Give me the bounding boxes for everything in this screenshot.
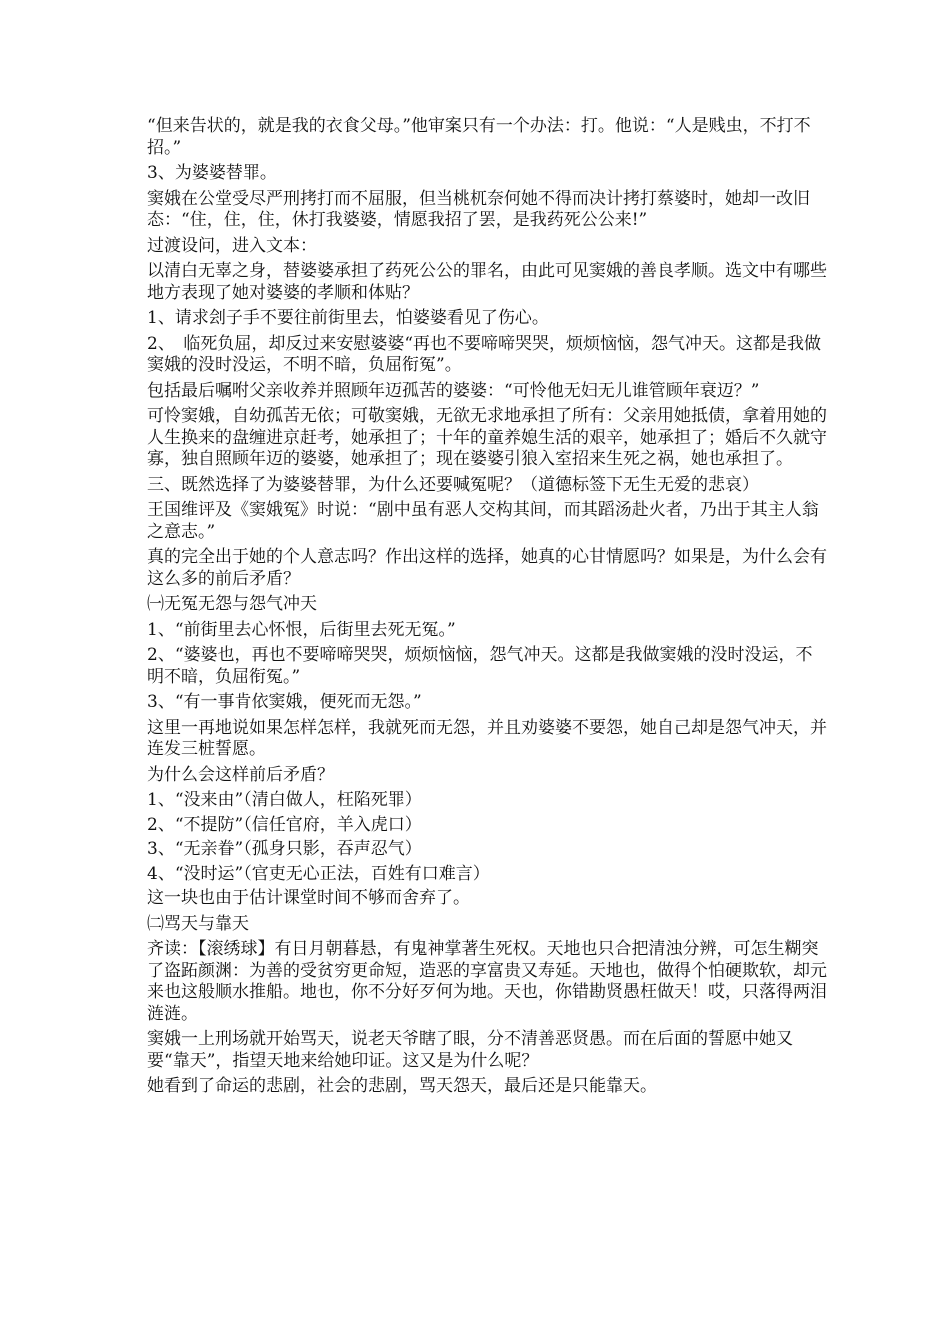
paragraph: “但来告状的，就是我的衣食父母。”他审案只有一个办法：打。他说：“人是贱虫，不打不招。” xyxy=(147,116,811,158)
document-body xyxy=(147,116,827,1102)
paragraph: 过渡设问，进入文本： xyxy=(147,235,317,256)
paragraph: 真的完全出于她的个人意志吗？作出这样的选择，她真的心甘情愿吗？如果是，为什么会有这么多的前后矛盾？ xyxy=(147,547,827,589)
paragraph: 这一块也由于估计课堂时间不够而舍弃了。 xyxy=(147,888,470,908)
section-heading: 三、既然选择了为婆婆替罪，为什么还要喊冤呢？（道德标签下无生无爱的悲哀） xyxy=(147,474,759,495)
paragraph: 1、请求刽子手不要往前街里去，怕婆婆看见了伤心。 xyxy=(147,308,549,328)
paragraph: 为什么会这样前后矛盾？ xyxy=(147,764,334,785)
paragraph: 3、为婆婆替罪。 xyxy=(147,163,277,183)
paragraph: 1、“前街里去心怀恨，后街里去死无冤。” xyxy=(147,619,456,640)
paragraph: 她看到了命运的悲剧，社会的悲剧，骂天怨天，最后还是只能靠天。 xyxy=(147,1076,657,1096)
list-item: 3、“无亲眷”（孤身只影，吞声忍气） xyxy=(147,839,422,859)
paragraph: 窦娥一上刑场就开始骂天，说老天爷瞎了眼，分不清善恶贤愚。而在后面的誓愿中她又要“靠天”，指望天地来给她印证。这又是为什么呢？ xyxy=(147,1029,793,1071)
paragraph: 可怜窦娥，自幼孤苦无依；可敬窦娥，无欲无求地承担了所有：父亲用她抵债，拿着用她的人生换来的盘缠进京赶考，她承担了；十年的童养媳生活的艰辛，她承担了；婚后不久就守寡，独自照顾年迈的婆婆，她承担了；现在婆婆引狼入室招来生死之祸，她也承担了。 xyxy=(147,406,827,469)
paragraph: 2、“婆婆也，再也不要啼啼哭哭，烦烦恼恼，怨气冲天。这都是我做窦娥的没时没运，不明不暗，负屈衔冤。” xyxy=(147,645,813,687)
paragraph: 以清白无辜之身，替婆婆承担了药死公公的罪名，由此可见窦娥的善良孝顺。选文中有哪些地方表现了她对婆婆的孝顺和体贴？ xyxy=(147,261,827,303)
paragraph: 这里一再地说如果怎样怎样，我就死而无怨，并且劝婆婆不要怨，她自己却是怨气冲天，并连发三桩誓愿。 xyxy=(147,717,827,759)
paragraph: 王国维评及《窦娥冤》时说：“剧中虽有恶人交构其间，而其蹈汤赴火者，乃出于其主人翁之意志。” xyxy=(147,500,819,542)
paragraph: 齐读：【滚绣球】有日月朝暮悬，有鬼神掌著生死权。天地也只合把清浊分辨，可怎生糊突了盗跖颜渊：为善的受贫穷更命短，造恶的享富贵又寿延。天地也，做得个怕硬欺软，却元来也这般顺水推船。地也，你不分好歹何为地。天也，你错勘贤愚枉做天！哎，只落得两泪涟涟。 xyxy=(147,939,827,1024)
list-item: 1、“没来由”（清白做人，枉陷死罪） xyxy=(147,790,422,810)
subsection-heading: ㈠无冤无怨与怨气冲天 xyxy=(147,594,317,614)
paragraph: 3、“有一事肯依窦娥，便死而无怨。” xyxy=(147,692,422,712)
paragraph: 2、 临死负屈，却反过来安慰婆婆“再也不要啼啼哭哭，烦烦恼恼，怨气冲天。这都是我做窦娥的没时没运，不明不暗，负屈衔冤”。 xyxy=(147,333,822,375)
paragraph: 包括最后嘱咐父亲收养并照顾年迈孤苦的婆婆：“可怜他无妇无儿谁管顾年衰迈？” xyxy=(147,380,760,401)
subsection-heading: ㈡骂天与靠天 xyxy=(147,913,249,934)
list-item: 2、“不提防”（信任官府，羊入虎口） xyxy=(147,814,422,835)
paragraph: 窦娥在公堂受尽严刑拷打而不屈服，但当桃杌奈何她不得而决计拷打蔡婆时，她却一改旧态：“住，住，住，休打我婆婆，情愿我招了罢，是我药死公公来!” xyxy=(147,188,810,230)
list-item: 4、“没时运”（官吏无心正法，百姓有口难言） xyxy=(147,863,490,884)
